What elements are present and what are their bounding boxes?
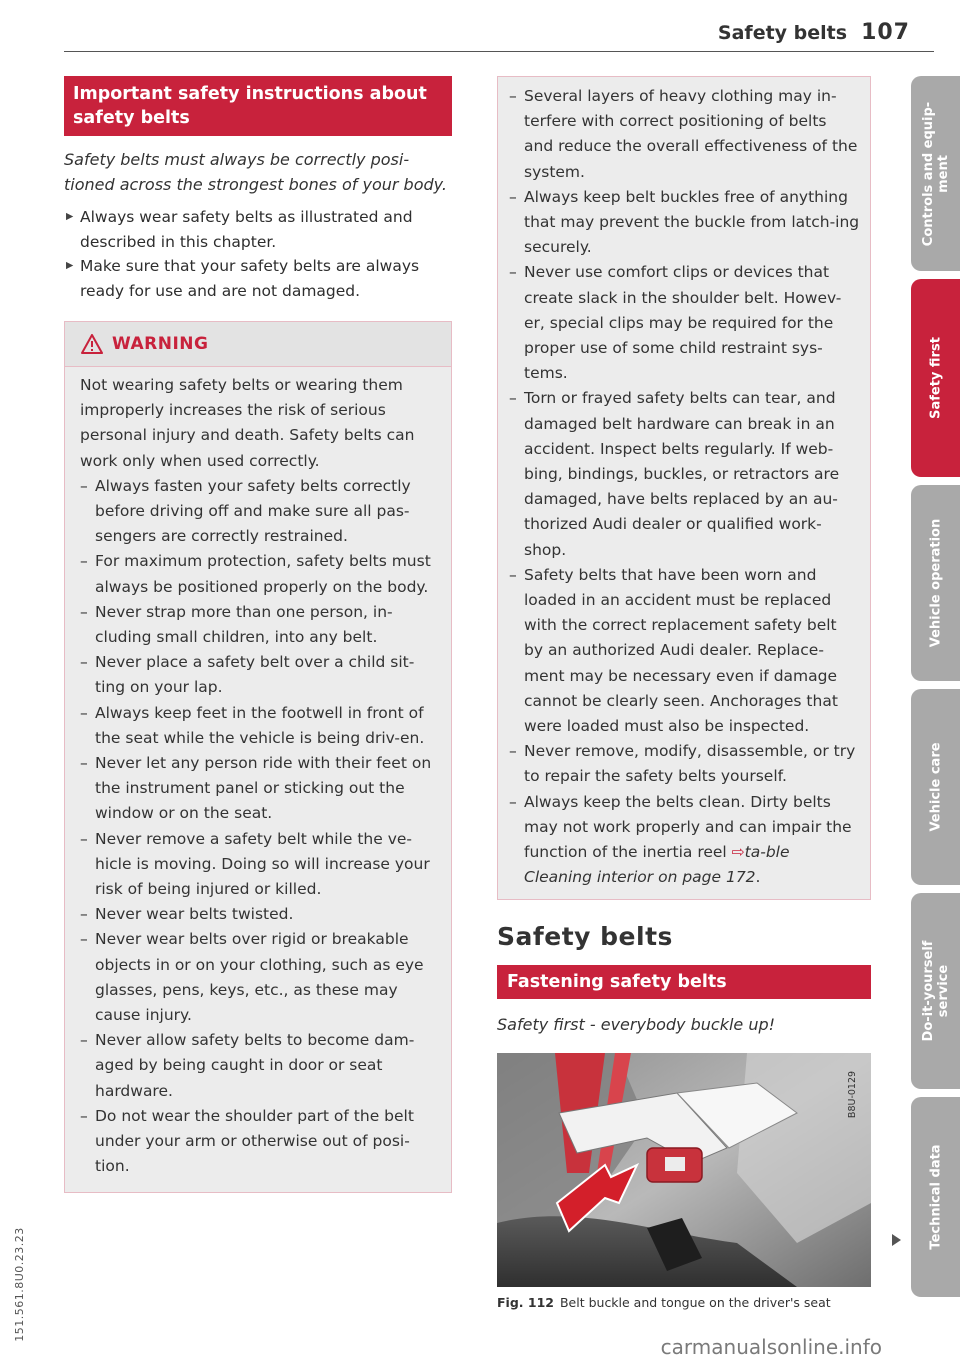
tab-safety-first[interactable] (911, 279, 960, 477)
figure-belt-buckle (497, 1053, 871, 1287)
warning-item: – Several layers of heavy clothing may in-terfere with correct positioning of belts and reduce the overall effectiveness of the system. (509, 84, 860, 185)
document-reference (14, 1220, 34, 1350)
tab-vehicle-care[interactable] (911, 689, 960, 885)
warning-item: – Never let any person ride with their feet on the instrument panel or sticking out the window or on the seat. (80, 751, 441, 827)
bullet-item: ▶ Always wear safety belts as illustrated and described in this chapter. (64, 205, 452, 254)
belt-buckle-illustration (497, 1053, 871, 1287)
warning-continued-list (509, 84, 860, 891)
tab-label: Vehicle operation (928, 518, 943, 648)
warning-body (65, 367, 451, 1192)
warning-item: – Never wear belts twisted. (80, 902, 441, 927)
tab-do-it-yourself-service[interactable] (911, 893, 960, 1089)
subsection-intro: Safety first - everybody buckle up! (497, 1014, 776, 1034)
warning-item: – Never wear belts over rigid or breakable objects in or on your clothing, such as eye glasses, pens, keys, etc., as these may cause injury. (80, 927, 441, 1028)
running-head (718, 20, 910, 50)
bullet-item: ▶ Make sure that your safety belts are always ready for use and are not damaged. (64, 254, 452, 303)
tab-label: Safety first (928, 337, 943, 419)
section-heading: Safety belts (497, 921, 673, 951)
warning-item: – Safety belts that have been worn and loaded in an accident must be replaced with the correct replacement safety belt by an authorized Audi dealer. Replace-ment may be necessary even if damage cannot be clearly seen. Anchorages that were loaded must also be inspected. (509, 563, 860, 739)
warning-continued-box (497, 76, 871, 900)
document-reference-text: 151.561.8U0.23.23 (12, 1227, 26, 1342)
warning-item: – Never strap more than one person, in-cluding small children, into any belt. (80, 600, 441, 650)
cross-reference-link[interactable]: ta-ble Cleaning interior on page 172 (524, 843, 790, 887)
figure-caption-text: Belt buckle and tongue on the driver's seat (559, 1294, 831, 1310)
tab-vehicle-operation[interactable] (911, 485, 960, 681)
warning-item: – Never use comfort clips or devices that create slack in the shoulder belt. Howev-er, special clips may be required for the proper use of some child restraint sys-tems. (509, 260, 860, 386)
item-end: . (755, 868, 761, 887)
warning-paragraph: Not wearing safety belts or wearing them improperly increases the risk of serious personal injury and death. Safety belts can work only when used correctly. (80, 376, 415, 470)
warning-triangle-icon (81, 334, 103, 354)
warning-item-text: Always keep the belts clean. Dirty belts may not work properly and can impair the function of the inertia reel (524, 792, 852, 862)
page-number: 107 (861, 20, 910, 45)
section-bar-important-safety: Important safety instructions about safety belts (64, 76, 452, 136)
warning-box (64, 321, 452, 1193)
warning-item: – Never remove, modify, disassemble, or try to repair the safety belts yourself. (509, 739, 860, 789)
figure-label: Fig. 112 (497, 1294, 554, 1310)
chapter-tabs (911, 76, 960, 1305)
running-title: Safety belts (717, 22, 848, 44)
warning-item: – Never place a safety belt over a child sit-ting on your lap. (80, 650, 441, 700)
warning-item: – For maximum protection, safety belts must always be positioned properly on the body. (80, 549, 441, 599)
figure-caption (497, 1295, 871, 1310)
warning-item: – Always fasten your safety belts correctly before driving off and make sure all pas-sengers are correctly restrained. (80, 474, 441, 550)
warning-header (65, 322, 451, 367)
tab-label: Controls and equip- ment (920, 101, 951, 246)
warning-item: – Never allow safety belts to become dam-aged by being caught in door or seat hardware. (80, 1028, 441, 1104)
subsection-bar-fastening: Fastening safety belts (497, 965, 871, 999)
warning-item: – Torn or frayed safety belts can tear, and damaged belt hardware can break in an accident. Inspect belts regularly. If web-bing, bindings, buckles, or retractors are damaged, have belts replaced by an au-thorized Audi dealer or qualified work-shop. (509, 386, 860, 562)
tab-label: Do-it-yourself service (920, 940, 951, 1042)
warning-list (80, 474, 441, 1180)
intro-text: Safety belts must always be correctly posi-tioned across the strongest bones of your body. (64, 150, 447, 194)
warning-item: – Do not wear the shoulder part of the belt under your arm or otherwise out of posi-tion. (80, 1104, 441, 1180)
continue-arrow-icon (892, 1234, 901, 1246)
header-rule (64, 51, 934, 52)
watermark: carmanualsonline.info (660, 1335, 882, 1359)
figure-code (849, 1069, 867, 1125)
warning-item (509, 790, 860, 891)
tab-label: Vehicle care (928, 742, 943, 832)
warning-item: – Always keep belt buckles free of anything that may prevent the buckle from latch-ing securely. (509, 185, 860, 261)
tab-controls-and-equipment[interactable] (911, 76, 960, 271)
warning-title: WARNING (112, 334, 209, 354)
instruction-bullets (64, 205, 452, 303)
left-column (64, 76, 452, 1193)
tab-technical-data[interactable] (911, 1097, 960, 1297)
figure-code-text: B8U-0129 (847, 1070, 859, 1118)
cross-reference-arrow-icon: ⇨ (731, 843, 745, 862)
warning-item: – Never remove a safety belt while the ve-hicle is moving. Doing so will increase your risk of being injured or killed. (80, 827, 441, 903)
tab-label: Technical data (928, 1144, 943, 1250)
warning-item: – Always keep feet in the footwell in front of the seat while the vehicle is being driv-en. (80, 701, 441, 751)
right-column (497, 76, 871, 1310)
